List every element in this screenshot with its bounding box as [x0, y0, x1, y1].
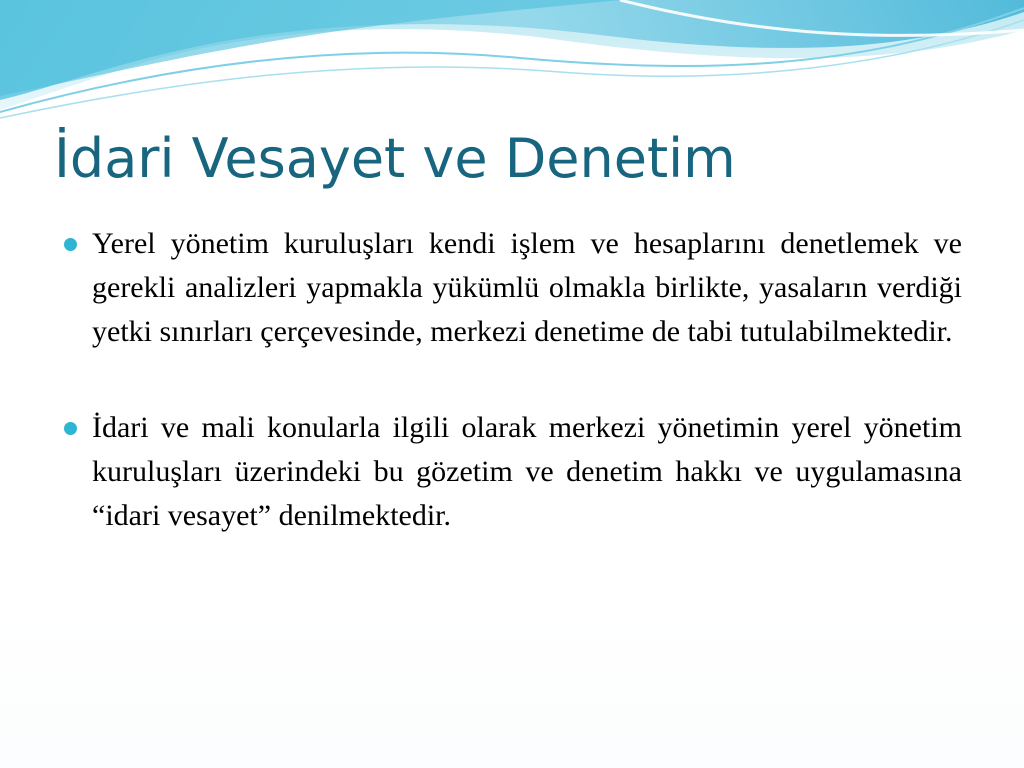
slide-title: İdari Vesayet ve Denetim	[54, 127, 736, 190]
bullet-item	[62, 406, 962, 538]
bullet-item	[62, 222, 962, 354]
bullet-dot-icon	[64, 238, 77, 251]
bullet-dot-icon	[64, 422, 77, 435]
header-wave-decoration	[0, 0, 1024, 130]
bullet-text: Yerel yönetim kuruluşları kendi işlem ve hesaplarını denetlemek ve gerekli analizleri yapmakla yükümlü olmakla birlikte, yasaların verdiği yetki sınırları çerçevesinde, merkezi denetime de tabi tutulabilmektedir.	[92, 227, 962, 348]
bullet-text: İdari ve mali konularla ilgili olarak merkezi yönetimin yerel yönetim kuruluşları üzerindeki bu gözetim ve denetim hakkı ve uygulamasına “idari vesayet” denilmektedir.	[92, 411, 962, 532]
bullet-list	[62, 222, 962, 590]
